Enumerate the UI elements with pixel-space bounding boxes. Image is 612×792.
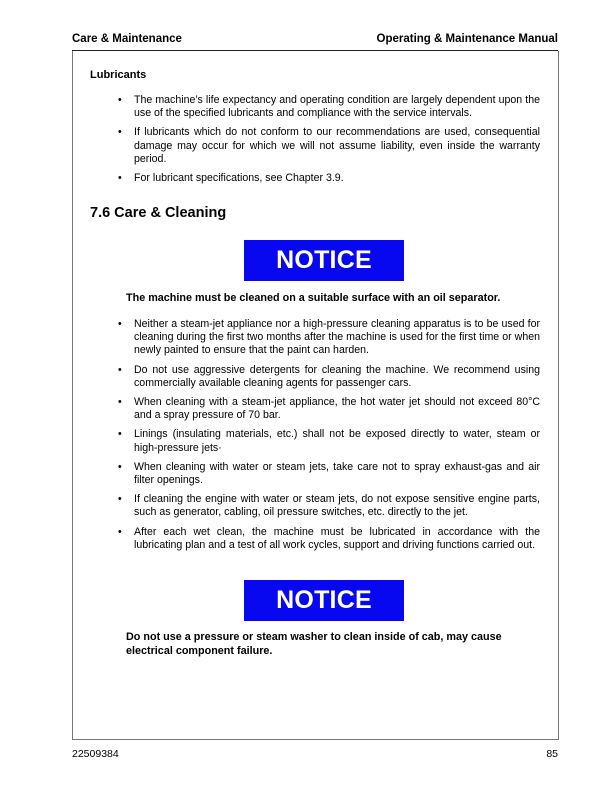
list-item: • Neither a steam-jet appliance nor a high-pressure cleaning apparatus is to be used for cleaning during the first two months after the machine is used for the first time or when newly painted to ensure that the paint can harden. bbox=[118, 318, 540, 357]
list-item: • If cleaning the engine with water or steam jets, do not expose sensitive engine parts, such as generator, cabling, oil pressure switches, etc. directly to the jet. bbox=[118, 493, 540, 519]
list-item-text: Linings (insulating materials, etc.) shall not be exposed directly to water, steam or high-pressure jets· bbox=[134, 428, 540, 454]
header-chapter-title: Care & Maintenance bbox=[72, 33, 182, 45]
list-item: • Linings (insulating materials, etc.) shall not be exposed directly to water, steam or high-pressure jets· bbox=[118, 428, 540, 454]
list-item: • When cleaning with a steam-jet appliance, the hot water jet should not exceed 80°C and a spray pressure of 70 bar. bbox=[118, 396, 540, 422]
list-item-text: When cleaning with water or steam jets, take care not to spray exhaust-gas and air filter openings. bbox=[134, 460, 540, 487]
list-item-text: For lubricant specifications, see Chapter 3.9. bbox=[134, 172, 344, 185]
footer-page-number: 85 bbox=[546, 748, 558, 760]
list-item-text: When cleaning with a steam-jet appliance, the hot water jet should not exceed 80°C and a spray pressure of 70 bar. bbox=[134, 396, 540, 422]
list-item: • Do not use aggressive detergents for cleaning the machine. We recommend using commercially available cleaning agents for passenger cars. bbox=[118, 363, 540, 389]
cleaning-list bbox=[118, 318, 540, 558]
list-item: • The machine’s life expectancy and operating condition are largely dependent upon the use of the specified lubricants and compliance with the service intervals. bbox=[118, 94, 540, 120]
notice-banner: NOTICE bbox=[244, 580, 404, 621]
notice-text: Do not use a pressure or steam washer to clean inside of cab, may cause electrical component failure. bbox=[126, 631, 502, 657]
lubricants-heading: Lubricants bbox=[90, 69, 147, 81]
list-item-text: The machine’s life expectancy and operating condition are largely dependent upon the use of the specified lubricants and compliance with the service intervals. bbox=[134, 94, 540, 120]
list-item: • When cleaning with water or steam jets, take care not to spray exhaust-gas and air filter openings. bbox=[118, 460, 540, 487]
list-item-text: If cleaning the engine with water or steam jets, do not expose sensitive engine parts, such as generator, cabling, oil pressure switches, etc. directly to the jet. bbox=[134, 493, 540, 519]
list-item-text: If lubricants which do not conform to our recommendations are used, consequential damage may occur for which we will not assume liability, even inside the warranty period. bbox=[134, 126, 540, 165]
notice-banner: NOTICE bbox=[244, 240, 404, 281]
section-title: 7.6 Care & Cleaning bbox=[90, 205, 227, 221]
list-item: • If lubricants which do not conform to our recommendations are used, consequential damage may occur for which we will not assume liability, even inside the warranty period. bbox=[118, 126, 540, 165]
header-manual-title: Operating & Maintenance Manual bbox=[376, 33, 558, 45]
list-item: • After each wet clean, the machine must be lubricated in accordance with the lubricating plan and a test of all work cycles, support and driving functions carried out. bbox=[118, 525, 540, 551]
list-item-text: After each wet clean, the machine must be lubricated in accordance with the lubricating plan and a test of all work cycles, support and driving functions carried out. bbox=[134, 525, 540, 551]
notice-text: The machine must be cleaned on a suitable surface with an oil separator. bbox=[126, 292, 501, 304]
list-item-text: Do not use aggressive detergents for cleaning the machine. We recommend using commercially available cleaning agents for passenger cars. bbox=[134, 363, 540, 389]
list-item: • For lubricant specifications, see Chapter 3.9. bbox=[118, 172, 344, 185]
footer-doc-number: 22509384 bbox=[72, 748, 119, 760]
list-item-text: Neither a steam-jet appliance nor a high-pressure cleaning apparatus is to be used for cleaning during the first two months after the machine is used for the first time or when newly painted to ensure that the paint can harden. bbox=[134, 318, 540, 357]
lubricants-list bbox=[118, 94, 540, 191]
